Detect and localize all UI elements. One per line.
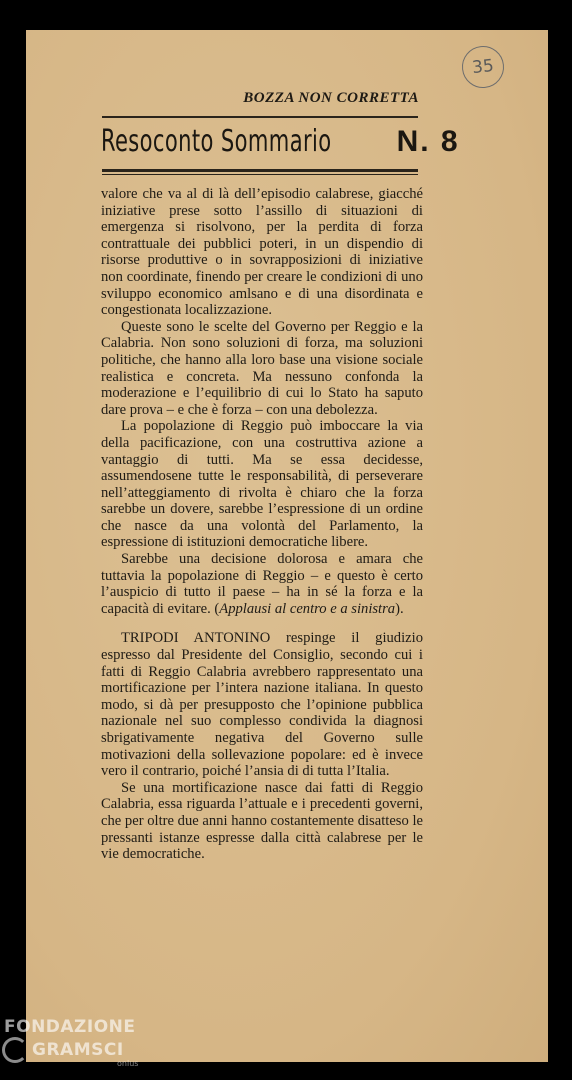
header-rule-thick	[102, 169, 418, 172]
paragraph-3: La popolazione di Reggio può imboccare la via della pacificazione, con una costruttiva azione a vantaggio di tutti. Ma se essa decidesse, assumendosene tutte le responsabilità, di perseverare nell’atteggiamento di rivolta è chiaro che la forza sarebbe un dovere, sarebbe l’espressione di un ordine che nasce da una volontà del Parlamento, la espressione di istituzioni democratiche libere.	[101, 418, 423, 551]
title-word: Resoconto Sommario	[101, 124, 332, 159]
paragraph-5: TRIPODI ANTONINO respinge il giudizio espresso dal Presidente del Consiglio, secondo cui i fatti di Reggio Calabria avrebbero rappresentato una mortificazione per l’intera nazione italiana. In questo modo, si dà per presupposto che l’opinione pubblica nazionale nel suo complesso condivida la diagnosi sbrigativamente negativa del Governo sulle motivazioni della sollevazione popolare: ed è invece vero il contrario, poiché l’ansia di di tutta l’Italia.	[101, 630, 423, 780]
archive-watermark	[4, 1017, 136, 1063]
document-title	[101, 124, 460, 164]
paragraph-4-end: ).	[395, 600, 404, 617]
paragraph-1: valore che va al di là dell’episodio calabrese, giacché iniziative prese sotto l’assillo di situazioni di emergenza si risolvono, per la perdita di forza contrattuale dei pubblici poteri, in un dispendio di risorse produttive o in sovrapposizioni di iniziative non coordinate, finendo per creare le condizioni di uno sviluppo economico amlsano e di una disordinata e congestionata localizzazione.	[101, 186, 423, 319]
watermark-line-1: FONDAZIONE	[4, 1017, 136, 1037]
title-number: N. 8	[396, 125, 460, 158]
draft-label: BOZZA NON CORRETTA	[243, 90, 419, 106]
body-text	[101, 186, 423, 863]
paragraph-4-text: Sarebbe una decisione dolorosa e amara che tuttavia la popolazione di Reggio – e questo è certo l’auspicio di tutto il paese – ha in sé la forza e la capacità di evitare. (	[101, 551, 423, 617]
paragraph-2: Queste sono le scelte del Governo per Reggio e la Calabria. Non sono soluzioni di forza, ma soluzioni politiche, che hanno alla loro base una visione sociale realistica e concreta. Ma nessuno confonda la moderazione e l’equilibrio di cui lo Stato ha saputo dare prova – e che è forza – con una debolezza.	[101, 318, 423, 418]
header-rule-thin	[102, 174, 418, 175]
watermark-logo-icon	[2, 1037, 28, 1063]
page-number: 35	[471, 55, 495, 79]
applause-note: Applausi al centro e a sinistra	[219, 600, 396, 617]
watermark-line-2: GRAMSCI	[32, 1040, 124, 1060]
header-rule-top	[102, 116, 418, 118]
paragraph-4	[101, 551, 423, 617]
watermark-suffix: onlus	[117, 1059, 139, 1068]
paragraph-6: Se una mortificazione nasce dai fatti di Reggio Calabria, essa riguarda l’attuale e i precedenti governi, che per oltre due anni hanno costantemente disatteso le pressanti istanze espresse dalla città calabrese per le vie democratiche.	[101, 779, 423, 863]
